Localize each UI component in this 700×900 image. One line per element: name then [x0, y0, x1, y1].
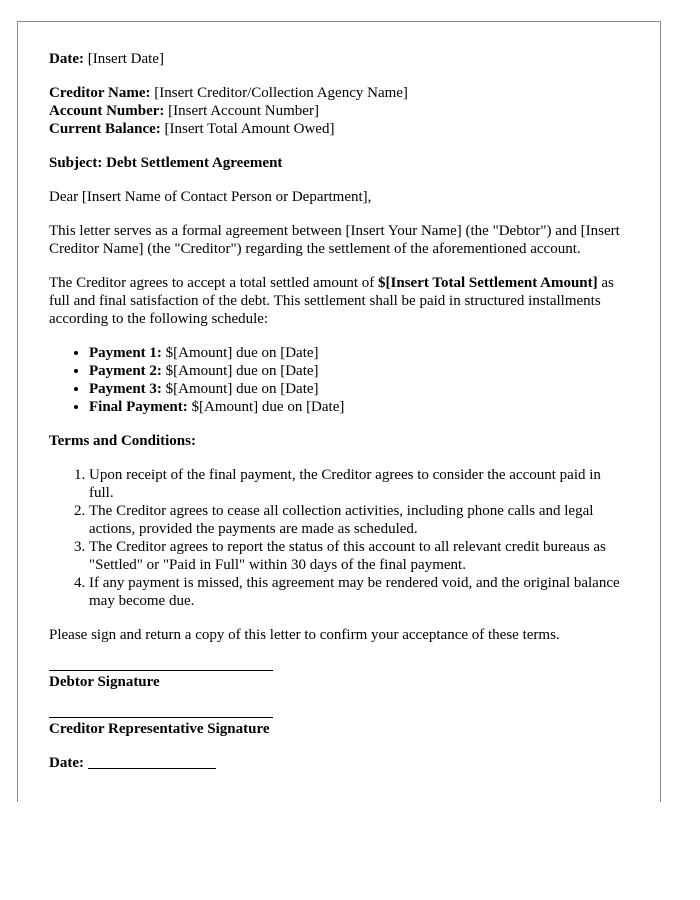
payment-text: $[Amount] due on [Date]: [161, 363, 319, 379]
creditor-signature-label: Creditor Representative Signature: [49, 721, 270, 737]
payment-item: [89, 362, 629, 380]
closing-paragraph: Please sign and return a copy of this letter to confirm your acceptance of these terms.: [49, 627, 560, 643]
date-line: [49, 50, 629, 68]
payment-label: Payment 3:: [89, 381, 162, 397]
payment-schedule-list: [49, 344, 629, 416]
account-number-label: Account Number:: [49, 103, 165, 119]
payment-item: [89, 398, 629, 416]
creditor-name-line: [49, 84, 629, 102]
salutation: Dear [Insert Name of Contact Person or Department],: [49, 189, 372, 205]
current-balance-label: Current Balance:: [49, 121, 161, 137]
settlement-text-start: The Creditor agrees to accept a total settled amount of: [49, 275, 379, 291]
payment-item: [89, 344, 629, 362]
payment-label: Payment 1:: [89, 345, 162, 361]
debtor-signature-line: [49, 670, 273, 671]
date-label: Date:: [49, 51, 84, 67]
payment-text: $[Amount] due on [Date]: [161, 381, 319, 397]
signature-date-label: Date:: [49, 755, 84, 771]
term-item: 4. If any payment is missed, this agreement may be rendered void, and the original balance may become due.: [89, 574, 629, 610]
account-number-value: [Insert Account Number]: [168, 103, 319, 119]
payment-label: Payment 2:: [89, 363, 162, 379]
creditor-name-label: Creditor Name:: [49, 85, 151, 101]
current-balance-line: [49, 120, 629, 138]
settlement-amount: $[Insert Total Settlement Amount]: [378, 275, 598, 291]
date-value: [Insert Date]: [87, 51, 164, 67]
intro-paragraph: This letter serves as a formal agreement between [Insert Your Name] (the "Debtor") and [Insert Creditor Name] (the "Creditor") regarding the settlement of the aforementioned account.: [49, 223, 620, 257]
debtor-signature-label: Debtor Signature: [49, 674, 160, 690]
account-info: [49, 84, 629, 138]
settlement-text-end: as full and final satisfaction of the debt. This settlement shall be paid in structured installments according to the following schedule:: [49, 275, 614, 327]
payment-text: $[Amount] due on [Date]: [161, 345, 319, 361]
account-number-line: [49, 102, 629, 120]
creditor-name-value: [Insert Creditor/Collection Agency Name]: [154, 85, 408, 101]
letter-page: [17, 21, 661, 802]
payment-item: [89, 380, 629, 398]
subject-line: Subject: Debt Settlement Agreement: [49, 155, 283, 171]
settlement-paragraph: [49, 274, 629, 328]
current-balance-value: [Insert Total Amount Owed]: [164, 121, 335, 137]
payment-text: $[Amount] due on [Date]: [187, 399, 345, 415]
signature-date-line: [49, 754, 629, 772]
term-item: 2. The Creditor agrees to cease all collection activities, including phone calls and legal actions, provided the payments are made as scheduled.: [89, 502, 629, 538]
payment-label: Final Payment:: [89, 399, 188, 415]
creditor-signature-line: [49, 717, 273, 718]
term-item: 3. The Creditor agrees to report the status of this account to all relevant credit bureaus as "Settled" or "Paid in Full" within 30 days of the final payment.: [89, 538, 629, 574]
terms-heading: Terms and Conditions:: [49, 433, 196, 449]
signature-date-blank: [88, 754, 216, 769]
terms-list: [49, 466, 629, 610]
term-item: 1. Upon receipt of the final payment, the Creditor agrees to consider the account paid in full.: [89, 466, 629, 502]
